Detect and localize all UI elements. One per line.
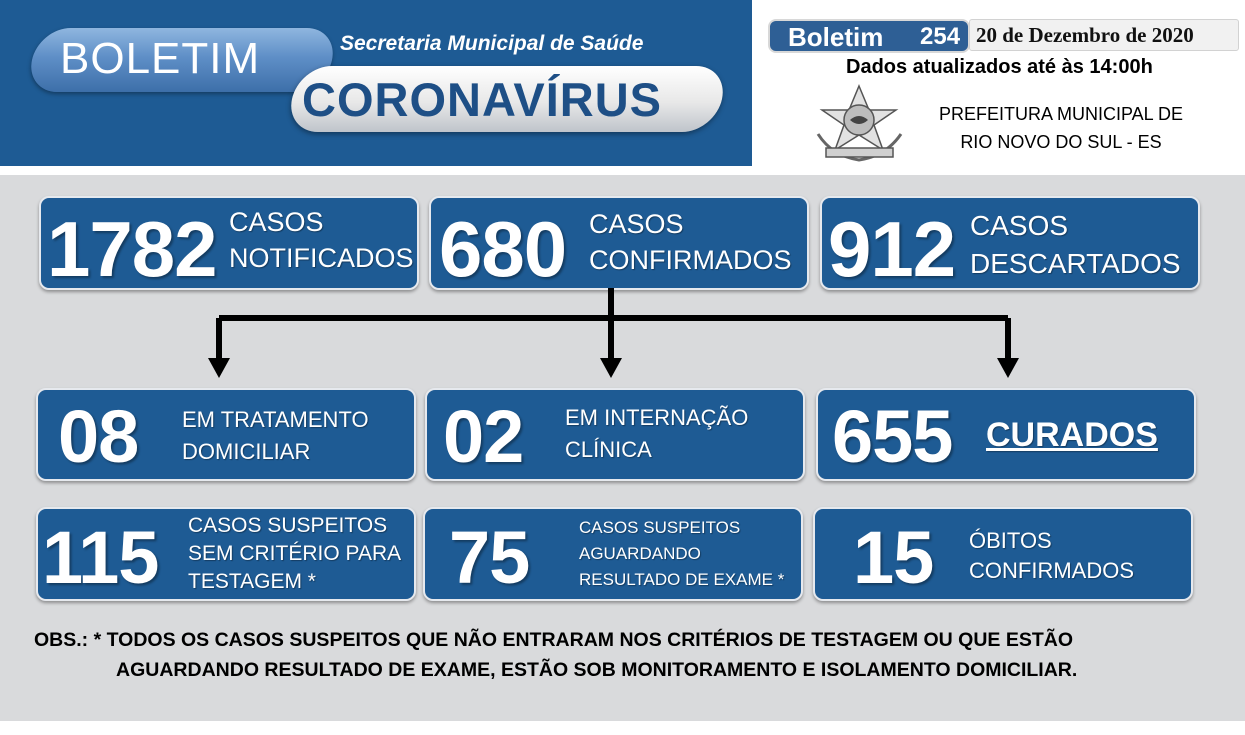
aguardando-value: 75 (449, 516, 530, 599)
internacao-value: 02 (443, 395, 524, 478)
internacao-line2: CLÍNICA (565, 437, 652, 462)
curados-label: CURADOS (986, 416, 1158, 454)
tratamento-line1: EM TRATAMENTO (182, 407, 369, 432)
sem-criterio-value: 115 (42, 516, 159, 599)
obs-line1: OBS.: * TODOS OS CASOS SUSPEITOS QUE NÃO ENTRARAM NOS CRITÉRIOS DE TESTAGEM OU QUE ESTÃO (34, 629, 1074, 651)
card-suspeitos-aguardando (423, 507, 803, 601)
tratamento-value: 08 (58, 395, 139, 478)
card-internacao (425, 388, 805, 481)
secretaria-label: Secretaria Municipal de Saúde (340, 32, 644, 55)
card-curados (816, 388, 1196, 481)
notificados-line1: CASOS (229, 207, 324, 237)
observation-note (34, 625, 1077, 685)
updated-time: Dados atualizados até às 14:00h (846, 56, 1153, 78)
descartados-value: 912 (828, 205, 956, 290)
notificados-value: 1782 (47, 205, 217, 290)
aguardando-line3: RESULTADO DE EXAME * (579, 570, 785, 589)
tratamento-line2: DOMICILIAR (182, 439, 311, 464)
card-suspeitos-sem-criterio (36, 507, 416, 601)
boletim-title: BOLETIM (60, 34, 261, 83)
coronavirus-title: CORONAVÍRUS (302, 73, 663, 126)
down-arrow-icon (600, 358, 622, 378)
sem-criterio-line3: TESTAGEM * (188, 570, 316, 593)
down-arrow-icon (997, 358, 1019, 378)
descartados-line2: DESCARTADOS (970, 248, 1181, 279)
notificados-line2: NOTIFICADOS (229, 243, 414, 273)
card-obitos (813, 507, 1193, 601)
prefeitura-line2: RIO NOVO DO SUL - ES (960, 132, 1162, 152)
card-tratamento (36, 388, 416, 481)
obs-line2: AGUARDANDO RESULTADO DE EXAME, ESTÃO SOB MONITORAMENTO E ISOLAMENTO DOMICILIAR. (116, 659, 1078, 681)
sem-criterio-line1: CASOS SUSPEITOS (188, 514, 388, 537)
aguardando-line2: AGUARDANDO (579, 544, 701, 563)
obitos-value: 15 (853, 516, 934, 599)
confirmados-line2: CONFIRMADOS (589, 245, 792, 275)
descartados-line1: CASOS (970, 210, 1069, 241)
prefeitura-line1: PREFEITURA MUNICIPAL DE (938, 104, 1184, 124)
aguardando-line1: CASOS SUSPEITOS (579, 518, 741, 537)
obitos-line1: ÓBITOS (969, 528, 1052, 553)
confirmados-value: 680 (439, 205, 567, 290)
confirmados-line1: CASOS (589, 209, 684, 239)
sem-criterio-line2: SEM CRITÉRIO PARA (188, 542, 402, 565)
bulletin-date: 20 de Dezembro de 2020 (976, 23, 1194, 47)
boletim-number: 254 (920, 23, 961, 50)
obitos-line2: CONFIRMADOS (969, 558, 1134, 583)
internacao-line1: EM INTERNAÇÃO (565, 405, 749, 430)
curados-value: 655 (832, 395, 953, 478)
boletim-label: Boletim (788, 22, 884, 52)
down-arrow-icon (208, 358, 230, 378)
